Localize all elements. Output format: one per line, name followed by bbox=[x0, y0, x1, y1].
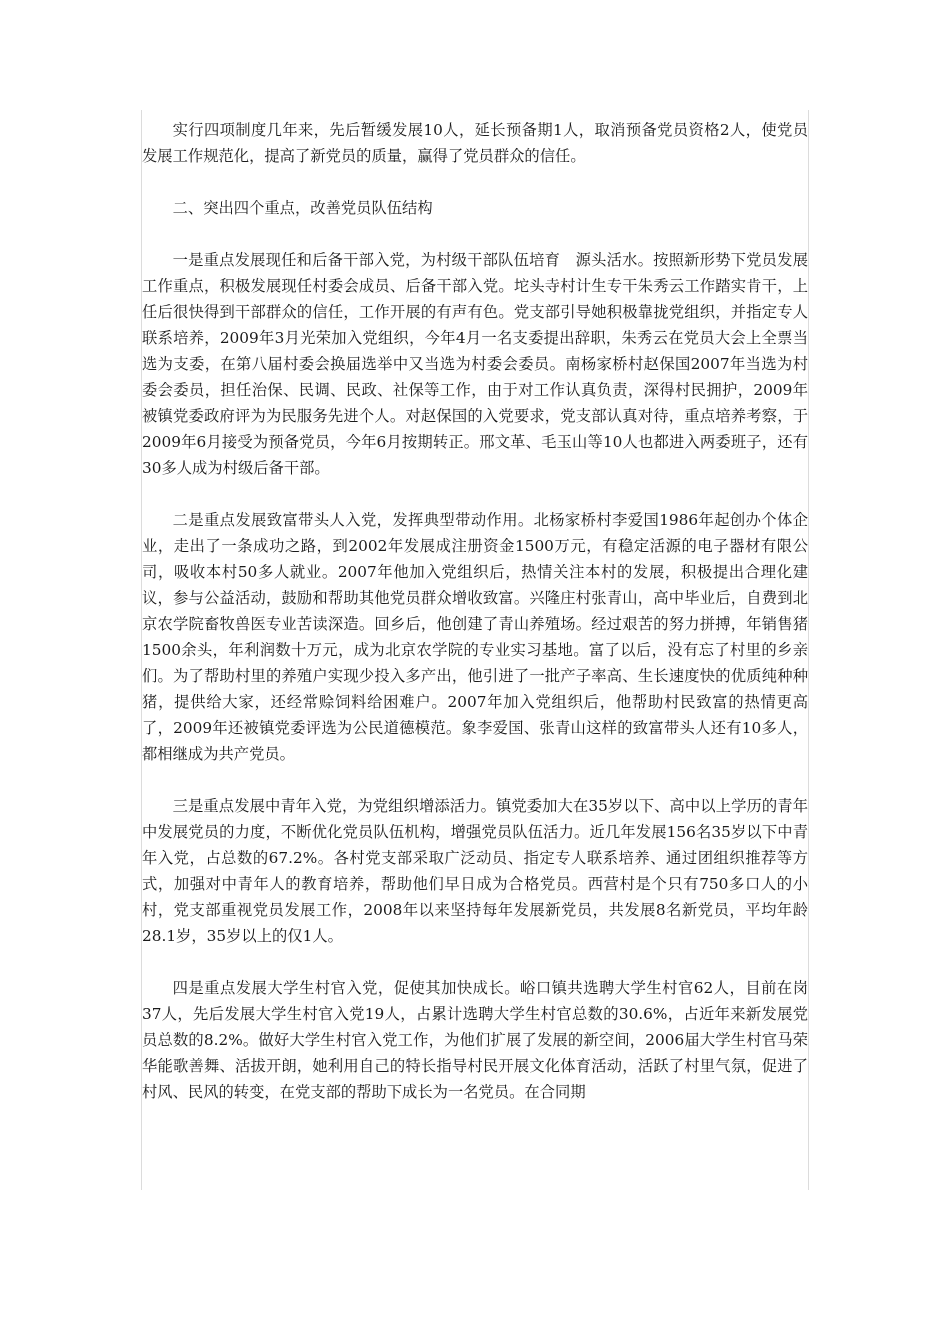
document-body bbox=[142, 117, 808, 1105]
paragraph-college-officials: 四是重点发展大学生村官入党，促使其加快成长。峪口镇共选聘大学生村官62人，目前在岗37人，先后发展大学生村官入党19人，占累计选聘大学生村官总数的30.6%，占近年来新发展党员总数的8.2%。做好大学生村官入党工作，为他们扩展了发展的新空间，2006届大学生村官马荣华能歌善舞、活拔开朗，她利用自己的特长指导村民开展文化体育活动，活跃了村里气氛，促进了村风、民风的转变，在党支部的帮助下成长为一名党员。在合同期 bbox=[142, 979, 808, 1101]
paragraph-cadres: 一是重点发展现任和后备干部入党，为村级干部队伍培育 源头活水。按照新形势下党员发展工作重点，积极发展现任村委会成员、后备干部入党。坨头寺村计生专干朱秀云工作踏实肯干，上任后很快得到干部群众的信任，工作开展的有声有色。党支部引导她积极靠拢党组织，并指定专人联系培养，2009年3月光荣加入党组织，今年4月一名支委提出辞职，朱秀云在党员大会上全票当选为支委，在第八届村委会换届选举中又当选为村委会委员。南杨家桥村赵保国2007年当选为村委会委员，担任治保、民调、民政、社保等工作，由于对工作认真负责，深得村民拥护，2009年被镇党委政府评为为民服务先进个人。对赵保国的入党要求，党支部认真对待，重点培养考察，于2009年6月接受为预备党员，今年6月按期转正。邢文革、毛玉山等10人也都进入两委班子，还有30多人成为村级后备干部。 bbox=[142, 251, 808, 477]
paragraph-summary: 实行四项制度几年来，先后暂缓发展10人，延长预备期1人，取消预备党员资格2人，使党员发展工作规范化，提高了新党员的质量，赢得了党员群众的信任。 bbox=[142, 121, 808, 165]
paragraph-youth: 三是重点发展中青年入党，为党组织增添活力。镇党委加大在35岁以下、高中以上学历的青年中发展党员的力度，不断优化党员队伍机构，增强党员队伍活力。近几年发展156名35岁以下中青年入党，占总数的67.2%。各村党支部采取广泛动员、指定专人联系培养、通过团组织推荐等方式，加强对中青年人的教育培养，帮助他们早日成为合格党员。西营村是个只有750多口人的小村，党支部重视党员发展工作，2008年以来坚持每年发展新党员，共发展8名新党员，平均年龄28.1岁，35岁以上的仅1人。 bbox=[142, 797, 808, 945]
page-frame-right-border bbox=[808, 110, 809, 1190]
paragraph-wealth-leaders: 二是重点发展致富带头人入党，发挥典型带动作用。北杨家桥村李爱国1986年起创办个体企业，走出了一条成功之路，到2002年发展成注册资金1500万元，有稳定活源的电子器材有限公司，吸收本村50多人就业。2007年他加入党组织后，热情关注本村的发展，积极提出合理化建议，参与公益活动，鼓励和帮助其他党员群众增收致富。兴隆庄村张青山，高中毕业后，自费到北京农学院畜牧兽医专业苦读深造。回乡后，他创建了青山养殖场。经过艰苦的努力拼搏，年销售猪1500余头，年利润数十万元，成为北京农学院的专业实习基地。富了以后，没有忘了村里的乡亲们。为了帮助村里的养殖户实现少投入多产出，他引进了一批产子率高、生长速度快的优质纯种种猪，提供给大家，还经常赊饲料给困难户。2007年加入党组织后，他帮助村民致富的热情更高了，2009年还被镇党委评选为公民道德模范。象李爱国、张青山这样的致富带头人还有10多人，都相继成为共产党员。 bbox=[142, 511, 808, 763]
section-heading: 二、突出四个重点，改善党员队伍结构 bbox=[172, 199, 433, 217]
